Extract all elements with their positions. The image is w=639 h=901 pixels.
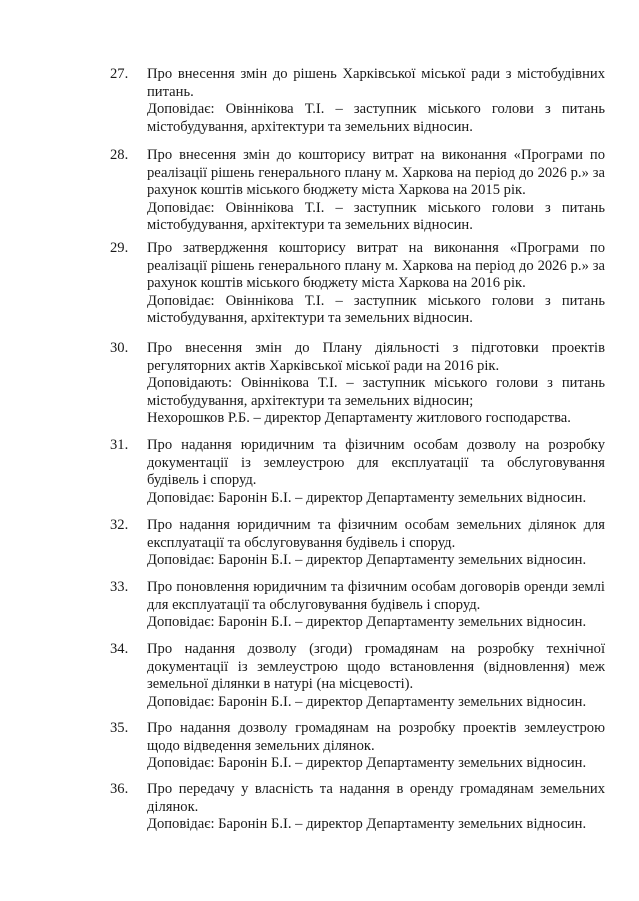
item-number: 34. — [110, 641, 129, 657]
item-number: 27. — [110, 66, 129, 82]
item-title: Про надання юридичним та фізичним особам земельних ділянок для експлуатації та обслуговування будівель і споруд. — [147, 517, 605, 551]
item-title: Про надання дозволу громадянам на розробку проектів землеустрою щодо відведення земельних ділянок. — [147, 720, 605, 754]
item-speaker-2: Нехорошков Р.Б. – директор Департаменту житлового господарства. — [147, 410, 571, 426]
item-speaker: Доповідає: Овіннікова Т.І. – заступник міського голови з питань містобудування, архітектури та земельних відносин. — [147, 101, 605, 135]
item-speaker: Доповідає: Баронін Б.І. – директор Департаменту земельних відносин. — [147, 552, 587, 568]
item-number: 28. — [110, 147, 129, 163]
item-title: Про передачу у власність та надання в оренду громадянам земельних ділянок. — [147, 781, 605, 815]
item-number: 33. — [110, 579, 129, 595]
item-title: Про внесення змін до Плану діяльності з підготовки проектів регуляторних актів Харківської міської ради на 2016 рік. — [147, 340, 605, 374]
item-speaker: Доповідає: Овіннікова Т.І. – заступник міського голови з питань містобудування, архітектури та земельних відносин. — [147, 199, 605, 233]
item-number: 29. — [110, 240, 129, 256]
item-speaker: Доповідає: Баронін Б.І. – директор Департаменту земельних відносин. — [147, 614, 587, 630]
item-speaker: Доповідає: Баронін Б.І. – директор Департаменту земельних відносин. — [147, 693, 587, 710]
item-title: Про надання дозволу (згоди) громадянам на розробку технічної документації із землеустрою щодо встановлення (відновлення) меж земельної ділянки в натурі (на місцевості). — [147, 641, 605, 692]
item-number: 30. — [110, 340, 129, 356]
item-number: 31. — [110, 437, 129, 453]
item-title: Про надання юридичним та фізичним особам дозволу на розробку документації із землеустрою для експлуатації та обслуговування будівель і споруд. — [147, 437, 605, 488]
item-speaker: Доповідають: Овіннікова Т.І. – заступник міського голови з питань містобудування, архітектури та земельних відносин; — [147, 375, 605, 409]
item-title: Про затвердження кошторису витрат на виконання «Програми по реалізації рішень генерального плану м. Харкова на період до 2026 р.» за рахунок коштів міського бюджету міста Харкова на 2016 рік. — [147, 240, 605, 291]
item-number: 35. — [110, 720, 129, 736]
item-speaker: Доповідає: Баронін Б.І. – директор Департаменту земельних відносин. — [147, 816, 587, 832]
item-title: Про поновлення юридичним та фізичним особам договорів оренди землі для експлуатації та обслуговування будівель і споруд. — [147, 579, 605, 613]
item-title: Про внесення змін до кошторису витрат на виконання «Програми по реалізації рішень генерального плану м. Харкова на період до 2026 р.» за рахунок коштів міського бюджету міста Харкова на 2015 рік. — [147, 147, 605, 198]
item-speaker: Доповідає: Баронін Б.І. – директор Департаменту земельних відносин. — [147, 489, 587, 506]
item-speaker: Доповідає: Баронін Б.І. – директор Департаменту земельних відносин. — [147, 755, 587, 771]
item-number: 36. — [110, 781, 129, 797]
item-title: Про внесення змін до рішень Харківської міської ради з містобудівних питань. — [147, 66, 605, 100]
item-number: 32. — [110, 517, 129, 533]
item-speaker: Доповідає: Овіннікова Т.І. – заступник міського голови з питань містобудування, архітектури та земельних відносин. — [147, 292, 605, 326]
